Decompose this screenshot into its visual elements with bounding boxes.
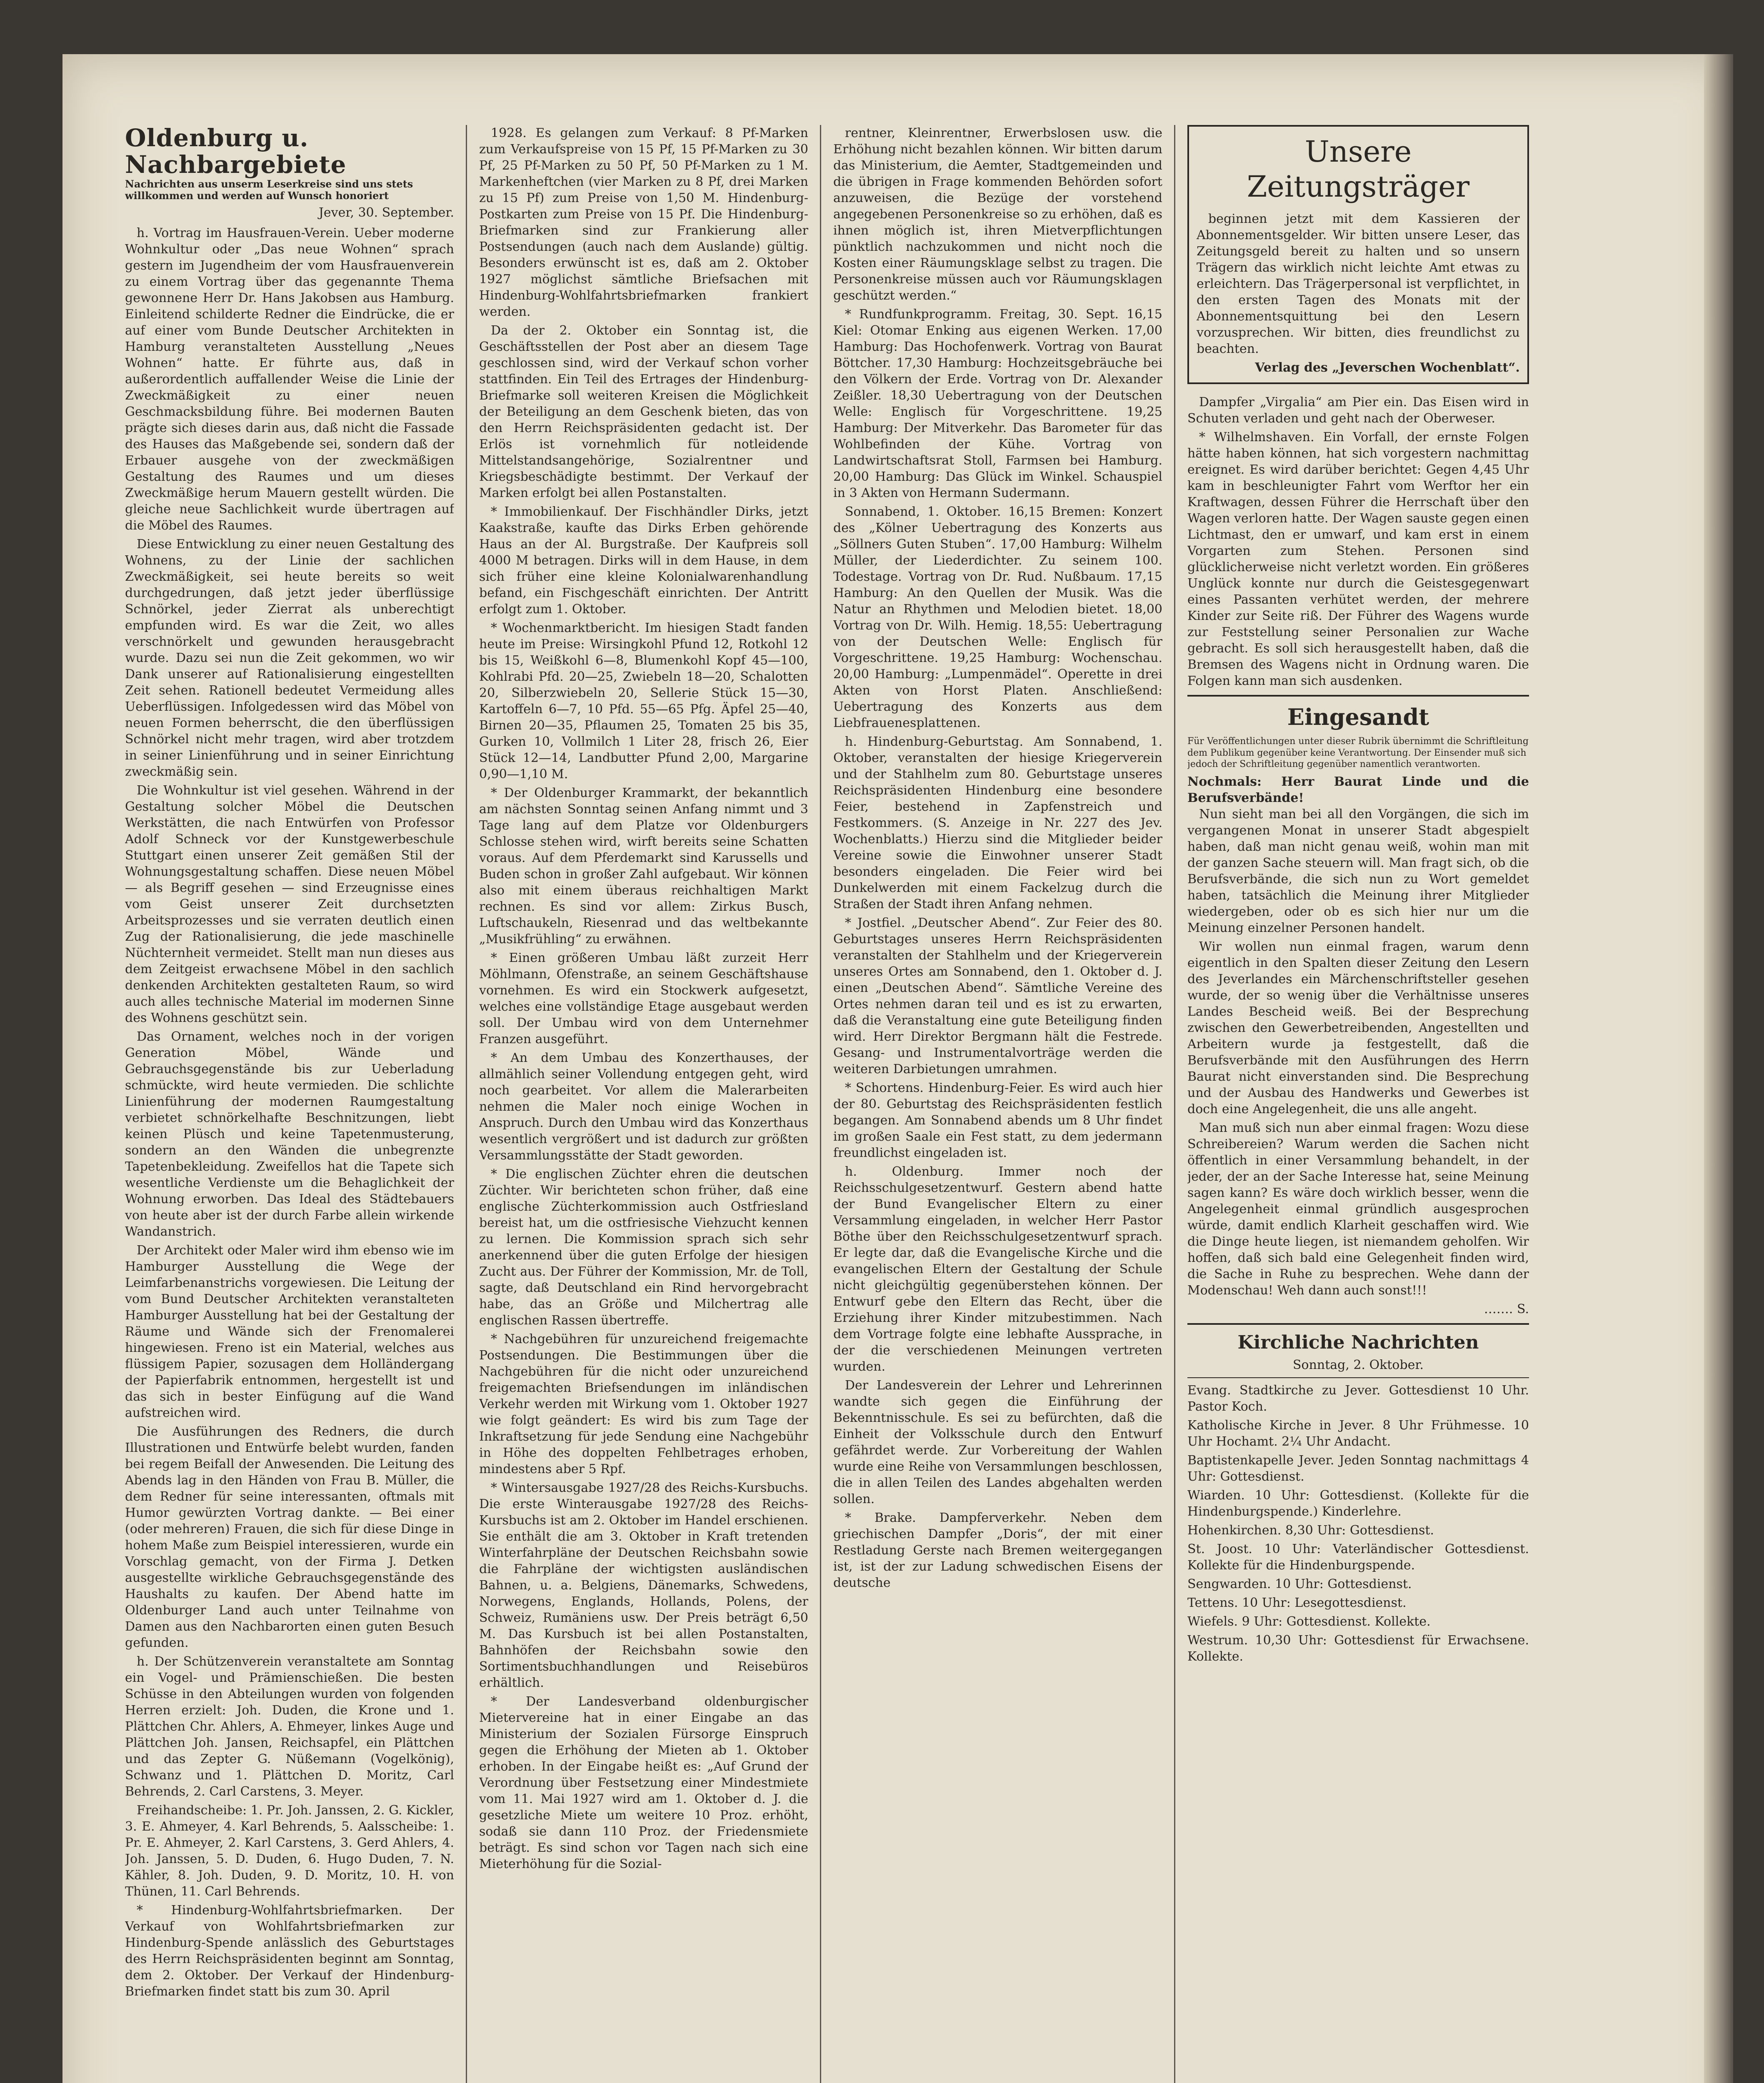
church-service-item: Katholische Kirche in Jever. 8 Uhr Frühmesse. 10 Uhr Hochamt. 2¼ Uhr Andacht. [1187,1418,1529,1449]
article-paragraph: 1928. Es gelangen zum Verkauf: 8 Pf-Marken zum Verkaufspreise von 15 Pf, 15 Pf-Marken zu 30 Pf, 25 Pf-Marken zu 50 Pf, 50 Pf-Marken zu 1 M. Markenheftchen (vier Marken zu 8 Pf, drei Marken zu 15 Pf) zum Preise von 1,50 M. Hindenburg-Postkarten zum Preise von 15 Pf. Die Hindenburg-Briefmarken sind zur Frankierung aller Postsendungen (auch nach dem Auslande) gültig. Besonders erwünscht ist es, daß am 2. Oktober 1927 möglichst sämtliche Briefsachen mit Hindenburg-Wohlfahrtsbriefmarken frankiert werden. [479,126,808,319]
article-paragraph: * Wintersausgabe 1927/28 des Reichs-Kursbuchs. Die erste Winterausgabe 1927/28 des Reichs-Kursbuchs ist am 2. Oktober im Handel erschienen. Sie enthält die am 3. Oktober in Kraft tretenden Winterfahrpläne der Deutschen Reichsbahn sowie die Fahrpläne der wichtigsten ausländischen Bahnen, u. a. Belgiens, Dänemarks, Schwedens, Norwegens, Englands, Hollands, Polens, der Schweiz, Rumäniens usw. Der Preis beträgt 6,50 M. Das Kursbuch ist bei allen Postanstalten, Bahnhöfen der Reichsbahn sowie den Sortimentsbuchhandlungen und Reisebüros erhältlich. [479,1481,808,1690]
church-service-item: Baptistenkapelle Jever. Jeden Sonntag nachmittags 4 Uhr: Gottesdienst. [1187,1453,1529,1484]
article-paragraph: * Immobilienkauf. Der Fischhändler Dirks, jetzt Kaakstraße, kaufte das Dirks Erben gehörende Haus an der Al. Burgstraße. Der Kaufpreis soll 4000 M betragen. Dirks will in dem Hause, in dem sich früher eine kleine Kolonialwarenhandlung befand, ein Fischgeschäft einrichten. Der Antritt erfolgt zum 1. Oktober. [479,505,808,617]
article-paragraph: h. Der Schützenverein veranstaltete am Sonntag ein Vogel- und Prämienschießen. Die besten Schüsse in den Abteilungen wurden von folgenden Herren erzielt: Joh. Duden, die Krone und 1. Plättchen Chr. Ahlers, A. Ehmeyer, linkes Auge und Plättchen Joh. Jansen, Reichsapfel, ein Plättchen und das Zepter G. Nüßemann (Vogelkönig), Schwanz und 1. Plättchen D. Moritz, Carl Behrends, 2. Carl Carstens, 3. Meyer. [125,1654,454,1799]
church-service-item: Evang. Stadtkirche zu Jever. Gottesdienst 10 Uhr. Pastor Koch. [1187,1383,1529,1414]
church-service-item: Sengwarden. 10 Uhr: Gottesdienst. [1187,1576,1412,1591]
article-paragraph: * Nachgebühren für unzureichend freigemachte Postsendungen. Die Bestimmungen über die Nachgebühren für die nicht oder unzureichend freigemachten Briefsendungen im inländischen Verkehr werden mit Wirkung vom 1. Oktober 1927 wie folgt geändert: Es wird bis zum Tage der Inkraftsetzung für jede Sendung eine Nachgebühr in Höhe des doppelten Fehlbetrages erhoben, mindestens aber 5 Rpf. [479,1332,808,1476]
article-paragraph: * Wilhelmshaven. Ein Vorfall, der ernste Folgen hätte haben können, hat sich vorgestern nachmittag ereignet. Es wird darüber berichtet: Gegen 4,45 Uhr kam in beschleunigter Fahrt vom Werftor her ein Kraftwagen, dessen Führer die Herrschaft über den Wagen verloren hatte. Der Wagen sauste gegen einen Lichtmast, den er umwarf, und kam erst in einem Vorgarten zum Stehen. Personen sind glücklicherweise nicht verletzt worden. Ein größeres Unglück konnte nur durch die Geistesgegenwart eines Passanten verhütet werden, der mehrere Kinder zur Seite riß. Der Führer des Wagens wurde zur Feststellung seiner Personalien zur Wache gebracht. Es soll sich herausgestellt haben, daß die Bremsen des Wagens nicht in Ordnung waren. Die Folgen kann man sich ausdenken. [1187,430,1529,688]
column-divider [1174,125,1175,2083]
article-paragraph: * Der Landesverband oldenburgischer Mietervereine hat in einer Eingabe an das Ministerium der Sozialen Fürsorge Einspruch gegen die Erhöhung der Mieten ab 1. Oktober erhoben. In der Eingabe heißt es: „Auf Grund der Verordnung über Festsetzung einer Mindestmiete vom 11. Mai 1927 wird am 1. Oktober d. J. die gesetzliche Miete um weitere 10 Proz. erhöht, sodaß sie dann 110 Proz. der Friedensmiete beträgt. Es sind schon vor Tagen nach sich eine Mieterhöhung für die Sozial- [479,1694,808,1871]
page-binding-edge [1704,54,1733,2083]
article-paragraph: * Schortens. Hindenburg-Feier. Es wird auch hier der 80. Geburtstag des Reichspräsidenten festlich begangen. Am Sonnabend abends um 8 Uhr findet im großen Saale ein Fest statt, zu dem jedermann freundlichst eingeladen ist. [833,1081,1162,1160]
article-paragraph: * Wochenmarktbericht. Im hiesigen Stadt fanden heute im Preise: Wirsingkohl Pfund 12, Rotkohl 12 bis 15, Weißkohl 6—8, Blumenkohl Kopf 45—100, Kohlrabi Pfd. 20—25, Zwiebeln 18—20, Schalotten 20, Silberzwiebeln 20, Sellerie Stück 15—30, Kartoffeln 6—7, 10 Pfd. 55—65 Pfg. Äpfel 25—40, Birnen 20—35, Pflaumen 25, Tomaten 25 bis 35, Gurken 10, Vollmilch 1 Liter 28, frisch 26, Eier Stück 12—14, Landbutter Pfund 2,00, Margarine 0,90—1,10 M. [479,621,808,782]
church-news-title: Kirchliche Nachrichten [1237,1331,1479,1353]
newspaper-page [62,54,1733,2083]
section-divider [1187,1323,1529,1325]
article-paragraph: Der Architekt oder Maler wird ihm ebenso wie im Hamburger Ausstellung die Wege der Leimfarbenanstrichs vorgewiesen. Die Leitung der vom Bund Deutscher Architekten veranstalteten Hamburger Ausstellung hat bei der Gestaltung der Räume und Wände sich der Frenomalerei hingewiesen. Freno ist ein Material, welches aus flüssigem Papier, sozusagen dem Holländergang der Papierfabrik entnommen, hergestellt ist und das sich in bester Einfügung auf die Wand aufstreichen wird. [125,1243,454,1421]
church-service-item: Westrum. 10,30 Uhr: Gottesdienst für Erwachsene. Kollekte. [1187,1633,1529,1664]
article-paragraph: * Jostfiel. „Deutscher Abend“. Zur Feier des 80. Geburtstages unseres Herrn Reichspräsidenten veranstalten der Stahlhelm und der Kriegerverein unseres Ortes am Sonnabend, den 1. Oktober d. J. einen „Deutschen Abend“. Sämtliche Vereine des Ortes nehmen daran teil und es ist zu erwarten, daß die Veranstaltung eine gute Beteiligung finden wird. Herr Direktor Bergmann hält die Festrede. Gesang- und Instrumentalvorträge werden die weiteren Darbietungen umrahmen. [833,916,1162,1076]
notice-signature: Verlag des „Jeverschen Wochenblatt“. [1255,360,1520,375]
column-divider [820,125,821,2083]
church-service-item: Tettens. 10 Uhr: Lesegottesdienst. [1187,1595,1407,1610]
article-paragraph: h. Oldenburg. Immer noch der Reichsschulgesetzentwurf. Gestern abend hatte der Bund Evangelischer Eltern zu einer Versammlung eingeladen, in welcher Herr Pastor Böthe über den Reichsschulgesetzentwurf sprach. Er legte dar, daß die Evangelische Kirche und die evangelischen Eltern der Gestaltung der Schule nicht gleichgültig gegenüberstehen können. Der Entwurf gebe den Eltern das Recht, über die Erziehung ihrer Kinder mitzubestimmen. Nach dem Vortrage folgte eine lebhafte Aussprache, in der die verschiedenen Meinungen vertreten wurden. [833,1164,1162,1374]
article-paragraph: Der Landesverein der Lehrer und Lehrerinnen wandte sich gegen die Einführung der Bekenntnisschule. Es sei zu befürchten, daß die Einheit der Volksschule durch den Entwurf gefährdet werde. Zur Vorbereitung der Wahlen wurde eine Reihe von Versammlungen beschlossen, die in allen Teilen des Landes abgehalten werden sollen. [833,1378,1162,1506]
article-paragraph: Dampfer „Virgalia“ am Pier ein. Das Eisen wird in Schuten verladen und geht nach der Oberweser. [1187,395,1529,426]
radio-program: Sonnabend, 1. Oktober. 16,15 Bremen: Konzert des „Kölner Uebertragung des Konzerts aus „Söllners Guten Stuben“. 17,00 Hamburg: Wilhelm Müller, der Liederdichter. Zu seinem 100. Todestage. Vortrag von Dr. Rud. Nußbaum. 17,15 Hamburg: An den Quellen der Musik. Was die Natur an Rhythmen und Melodien bietet. 18,00 Vortrag von Dr. Wilh. Hemig. 18,55: Uebertragung von der Deutschen Welle: Englisch für Vorgeschrittene. 19,25 Hamburg: Wochenschau. 20,00 Hamburg: „Lumpenmädel“. Operette in drei Akten von Horst Platen. Anschließend: Uebertragung des Konzerts aus dem Liebfrauenesplattenen. [833,505,1162,730]
column-1 [125,125,454,2083]
article-paragraph: * Hindenburg-Wohlfahrtsbriefmarken. Der Verkauf von Wohlfahrtsbriefmarken zur Hindenburg-Spende anlässlich des Geburtstages des Herrn Reichspräsidenten beginnt am Sonntag, dem 2. Oktober. Der Verkauf der Hindenburg-Briefmarken findet statt bis zum 30. April [125,1903,454,1999]
article-paragraph: h. Vortrag im Hausfrauen-Verein. Ueber moderne Wohnkultur oder „Das neue Wohnen“ sprach gestern im Jugendheim der vom Hausfrauenverein zu einem Vortrag über das gegenannte Thema gewonnene Herr Dr. Hans Jakobsen aus Hamburg. Einleitend schilderte Redner die Eindrücke, die er auf einer vom Bunde Deutscher Architekten in Hamburg veranstalteten Ausstellung „Neues Wohnen“ hatte. Er führte aus, daß in außerordentlich auffallender Weise die Linie der Zweckmäßigkeit zu einer neuen Geschmacksbildung führe. Bei modernen Bauten prägte sich dieses darin aus, daß nicht die Fassade des Hauses das Maßgebende sei, sondern daß der Erbauer ausgehe von der zweckmäßigen Gestaltung des Raumes und um dieses Zweckmäßige herum Mauern gestellt würden. Die gleiche neue Sachlichkeit wurde übertragen auf die Möbel des Raumes. [125,226,454,533]
column-3 [833,125,1162,2083]
section-subtitle: Nachrichten aus unserm Leserkreise sind uns stets willkommen und werden auf Wunsch honoriert [125,177,413,202]
article-paragraph: Da der 2. Oktober ein Sonntag ist, die Geschäftsstellen der Post aber an diesem Tage geschlossen sind, wird der Verkauf schon vorher stattfinden. Ein Teil des Ertrages der Hindenburg-Briefmarke soll weiteren Kreisen die Möglichkeit der Beteiligung an dem Geschenk bieten, das von den Herrn Reichspräsidenten gedacht ist. Der Erlös ist vornehmlich für notleidende Mittelstandsangehörige, Sozialrentner und Kriegsbeschädigte bestimmt. Der Verkauf der Marken erfolgt bei allen Postanstalten. [479,323,808,500]
article-paragraph: * Der Oldenburger Krammarkt, der bekanntlich am nächsten Sonntag seinen Anfang nimmt und 3 Tage lang auf dem Platze vor Oldenburgers Schlosse stehen wird, wirft bereits seine Schatten voraus. Auf dem Pferdemarkt sind Karussells und Buden schon in großer Zahl aufgebaut. Wir können also mit einem überaus reichhaltigen Markt rechnen. Es sind vor allem: Zirkus Busch, Luftschaukeln, Riesenrad und das weltbekannte „Musikfrühling“ zu erwähnen. [479,786,808,947]
letter-paragraph: Man muß sich nun aber einmal fragen: Wozu diese Schreibereien? Warum werden die Sachen nicht öffentlich in einer Versammlung behandelt, in der jeder, der an der Sache Interesse hat, seine Meinung sagen kann? Es wäre doch wirklich besser, wenn die Angelegenheit einmal gründlich ausgesprochen würde, damit endlich Klarheit geschaffen wird. Wie die Dinge heute liegen, ist niemandem geholfen. Wir hoffen, daß sich bald eine Gelegenheit finden wird, die Sache in Ruhe zu besprechen. Wehe dann der Modenschau! Weh dann auch sonst!!! [1187,1120,1529,1298]
church-services-list [1187,1382,1529,1665]
section-divider [1187,1377,1529,1378]
article-paragraph: h. Hindenburg-Geburtstag. Am Sonnabend, 1. Oktober, veranstalten der hiesige Kriegerverein und der Stahlhelm zum 80. Geburtstage unseres Reichspräsidenten Hindenburg eine besondere Feier, bestehend in Zapfenstreich und Festkommers. (S. Anzeige in Nr. 227 des Jev. Wochenblatts.) Hierzu sind die Mitglieder beider Vereine sowie die Einwohner unserer Stadt besonders eingeladen. Die Feier wird bei Dunkelwerden mit einem Fackelzug durch die Straßen der Stadt ihren Anfang nehmen. [833,734,1162,912]
church-service-item: St. Joost. 10 Uhr: Vaterländischer Gottesdienst. Kollekte für die Hindenburgspende. [1187,1541,1529,1573]
church-service-item: Wiefels. 9 Uhr: Gottesdienst. Kollekte. [1187,1614,1431,1629]
letter-paragraph: Nun sieht man bei all den Vorgängen, die sich im vergangenen Monat in unserer Stadt abgespielt haben, daß man nicht genau weiß, wohin man mit der ganzen Sache steuern will. Man fragt sich, ob die Berufsverbände, die sich nun zu Wort gemeldet haben, tatsächlich die Meinung ihrer Mitglieder wiedergeben, oder ob es sich hier nur um die Meinung einzelner Personen handelt. [1187,807,1529,935]
article-paragraph: Freihandscheibe: 1. Pr. Joh. Janssen, 2. G. Kickler, 3. E. Ahmeyer, 4. Karl Behrends, 5. Aalsscheibe: 1. Pr. E. Ahmeyer, 2. Karl Carstens, 3. Gerd Ahlers, 4. Joh. Janssen, 5. D. Duden, 6. Hugo Duden, 7. N. Kähler, 8. Joh. Duden, 9. D. Moritz, 10. H. von Thünen, 11. Carl Behrends. [125,1803,454,1899]
article-paragraph: * Einen größeren Umbau läßt zurzeit Herr Möhlmann, Ofenstraße, an seinem Geschäftshause vornehmen. Es wird ein Stockwerk aufgesetzt, welches eine vollständige Etage ausgebaut werden soll. Der Umbau wird von dem Unternehmer Franzen ausgeführt. [479,951,808,1046]
column-2 [479,125,808,2083]
church-news-date: Sonntag, 2. Oktober. [1292,1357,1424,1372]
notice-text: beginnen jetzt mit dem Kassieren der Abonnementsgelder. Wir bitten unsere Leser, das Zeitungsgeld bereit zu halten und so unsern Trägern das wirklich nicht leichte Amt etwas zu erleichtern. Das Trägerpersonal ist verpflichtet, in den ersten Tagen des Monats mit der Abonnementsquittung bei den Lesern vorzusprechen. Wir bitten, dies freundlichst zu beachten. [1197,212,1520,356]
section-title: Oldenburg u. Nachbargebiete [125,125,347,179]
article-paragraph: * Die englischen Züchter ehren die deutschen Züchter. Wir berichteten schon früher, daß eine englische Züchterkommission auch Ostfriesland bereist hat, um die ostfriesische Viehzucht kennen zu lernen. Die Kommission sprach sich sehr anerkennend über die guten Erfolge der hiesigen Zucht aus. Der Führer der Kommission, Mr. de Toll, sagte, daß Deutschland ein Rind hervorgebracht habe, das an Größe und Milchertrag alle englischen Rassen übertreffe. [479,1167,808,1328]
article-paragraph: * Brake. Dampferverkehr. Neben dem griechischen Dampfer „Doris“, der mit einer Restladung Gerste nach Bremen weitergegangen ist, ist der zur Ladung schwedischen Eisens der deutsche [833,1511,1162,1590]
notice-box [1187,125,1529,384]
column-divider [466,125,467,2083]
column-4 [1187,125,1529,2083]
dateline: Jever, 30. September. [318,205,454,220]
article-paragraph: * An dem Umbau des Konzerthauses, der allmählich seiner Vollendung entgegen geht, wird noch gearbeitet. Vor allem die Malerarbeiten nehmen die Maler noch einige Wochen in Anspruch. Durch den Umbau wird das Konzerthaus wesentlich vergrößert und ist dadurch zur größten Versammlungsstätte der Stadt geworden. [479,1051,808,1163]
article-paragraph: Diese Entwicklung zu einer neuen Gestaltung des Wohnens, zu der Linie der sachlichen Zweckmäßigkeit, sei heute bereits so weit durchgedrungen, daß jetzt jeder überflüssige Schnörkel, jeder Zierrat als unberechtigt empfunden wird. Es war die Zeit, wo alles verschnörkelt und gewunden herausgebracht wurde. Dazu sei nun die Zeit gekommen, wo wir Dank unserer auf Rationalisierung eingestellten Zeit sehen. Rationell bedeutet Vermeidung alles Ueberflüssigen. Infolgedessen wird das Möbel von neuen Formen beherrscht, die den überflüssigen Schnörkel nicht mehr tragen, wird aber trotzdem in seiner Linienführung und in seiner Einrichtung zweckmäßig sein. [125,537,454,779]
article-paragraph: Die Wohnkultur ist viel gesehen. Während in der Gestaltung solcher Möbel die Deutschen Werkstätten, die nach Entwürfen von Professor Adolf Schneck vor der Kunstgewerbeschule Stuttgart einen unserer Zeit gemäßen Stil der Wohnungsgestaltung schaffen. Diese neuen Möbel — als Begriff gesehen — sind Erzeugnisse eines vom Geist unserer Zeit durchsetzten Arbeitsprozesses und sie verraten deutlich einen Zug der Rationalisierung, die jede maschinelle Nüchternheit vermeidet. Stellt man nun dieses aus dem Zeitgeist erwachsene Möbel in den sachlich denkenden Architekten gestalteten Raum, so wird auch alles technische Material im modernen Sinne des Wohnens geschützt sein. [125,783,454,1026]
church-service-item: Wiarden. 10 Uhr: Gottesdienst. (Kollekte für die Hindenburgspende.) Kinderlehre. [1187,1488,1529,1519]
eingesandt-title: Eingesandt [1287,704,1429,730]
eingesandt-heading: Nochmals: Herr Baurat Linde und die Berufsverbände! [1187,774,1529,805]
section-divider [1187,695,1529,697]
letter-paragraph: Wir wollen nun einmal fragen, warum denn eigentlich in den Spalten dieser Zeitung den Lesern des Jeverlandes ein Märchenschriftsteller gesehen wurde, der so wenig über die Verhältnisse unseres Landes Bescheid weiß. Bei der Besprechung zwischen den Gewerbetreibenden, Angestellten und Arbeitern wurde ja festgestellt, daß die Berufsverbände mit den Ausführungen des Herrn Baurat nicht einverstanden sind. Die Besprechung und der Ausbau des Handwerks und Gewerbes ist doch eine Angelegenheit, die uns alle angeht. [1187,939,1529,1116]
radio-program: * Rundfunkprogramm. Freitag, 30. Sept. 16,15 Kiel: Otomar Enking aus eigenen Werken. 17,00 Hamburg: Das Hochofenwerk. Vortrag von Baurat Böttcher. 17,30 Hamburg: Hochzeitsgebräuche bei den Völkern der Erde. Vortrag von Dr. Alexander Zeißler. 18,30 Uebertragung von der Deutschen Welle: Englisch für Vorgeschrittene. 19,25 Hamburg: Der Mitverkehr. Das Barometer für das Wohlbefinden der Kühe. Vortrag von Landwirtschaftsrat Stoll, Farmsen bei Hamburg. 20,00 Hamburg: Das Glück im Winkel. Schauspiel in 3 Akten von Hermann Sudermann. [833,307,1162,500]
church-service-item: Hohenkirchen. 8,30 Uhr: Gottesdienst. [1187,1523,1434,1538]
notice-title: Unsere Zeitungsträger [1247,135,1470,204]
article-paragraph: Die Ausführungen des Redners, die durch Illustrationen und Entwürfe belebt wurden, fanden bei regem Beifall der Anwesenden. Die Leitung des Abends lag in den Händen von Frau B. Müller, die dem Redner für seine interessanten, oftmals mit Humor gewürzten Vortrag dankte. — Bei einer (oder mehreren) Frauen, die sich für diese Dinge in hohem Maße zum Beispiel interessieren, wurde ein Vorschlag gemacht, von der Firma J. Detken ausgestellte wirkliche Gebrauchsgegenstände des Haushalts zu kaufen. Der Abend hatte im Oldenburger Land auch unter Teilnahme von Damen aus den Nachbarorten einen guten Besuch gefunden. [125,1424,454,1651]
article-paragraph: Das Ornament, welches noch in der vorigen Generation Möbel, Wände und Gebrauchsgegenstände bis zur Ueberladung schmückte, wird heute vermieden. Die schlichte Linienführung der modernen Raumgestaltung verbietet schnörkelhafte Beschnitzungen, liebt keinen Plüsch und keine Tapetenmusterung, sondern an den Wänden die unbegrenzte Tapetenbekleidung. Zweifellos hat die Tapete sich wesentliche Verdienste um die Behaglichkeit der Wohnung erworben. Das Ideal des Städtebauers von heute aber ist der durch Farbe allein wirkende Wandanstrich. [125,1029,454,1239]
article-paragraph: rentner, Kleinrentner, Erwerbslosen usw. die Erhöhung nicht bezahlen können. Wir bitten darum das Ministerium, die Aemter, Stadtgemeinden und die übrigen in Frage kommenden Behörden sofort anzuweisen, die Bezüge der vorstehend angegebenen Personenkreise so zu erhöhen, daß es ihnen möglich ist, ihren Mietverpflichtungen pünktlich nachzukommen und nicht noch die Kosten einer Räumungsklage selbst zu tragen. Die Personenkreise müssen auch vor Räumungsklagen geschützt werden.“ [833,126,1162,303]
letter-signature: ……. S. [1484,1301,1529,1316]
eingesandt-disclaimer: Für Veröffentlichungen unter dieser Rubrik übernimmt die Schriftleitung dem Publikum gegenüber keine Verantwortung. Der Einsender muß sich jedoch der Schriftleitung gegenüber namentlich verantworten. [1187,736,1529,770]
